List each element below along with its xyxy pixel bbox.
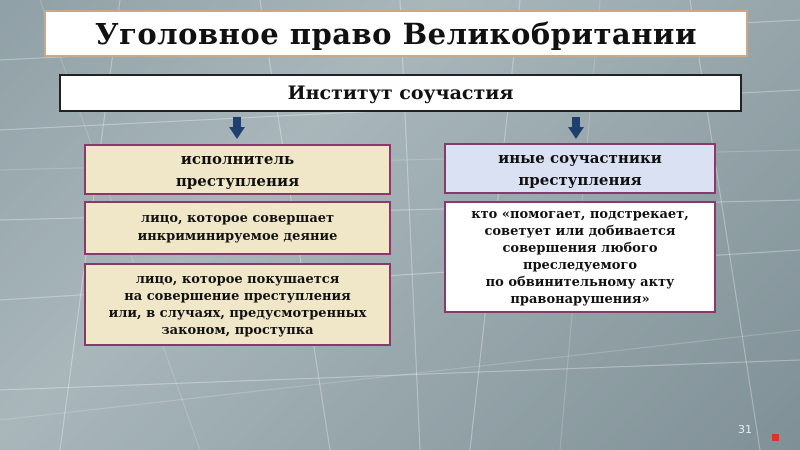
definition-text: кто «помогает, подстрекает, советует или добивается совершения любого преследуемого по обвинительному акту правонарушения» [471, 207, 689, 307]
square-marker-icon [772, 434, 779, 441]
perpetrator-definition-2 [84, 263, 391, 346]
perpetrator-definition-1 [84, 201, 391, 255]
accomplices-definition [444, 201, 716, 313]
section-subtitle: Институт соучастия [59, 74, 742, 112]
down-arrow-icon [568, 117, 584, 139]
slide-title: Уголовное право Великобритании [44, 10, 748, 57]
definition-text: лицо, которое совершает инкриминируемое деяние [137, 211, 338, 244]
perpetrator-header [84, 144, 391, 195]
perpetrator-header-text: исполнитель преступления [175, 149, 300, 190]
definition-text: лицо, которое покушается на совершение преступления или, в случаях, предусмотренных законом, проступка [108, 271, 367, 338]
page-number: 31 [738, 423, 752, 436]
down-arrow-icon [229, 117, 245, 139]
accomplices-header-text: иные соучастники преступления [498, 148, 662, 189]
accomplices-header [444, 143, 716, 194]
